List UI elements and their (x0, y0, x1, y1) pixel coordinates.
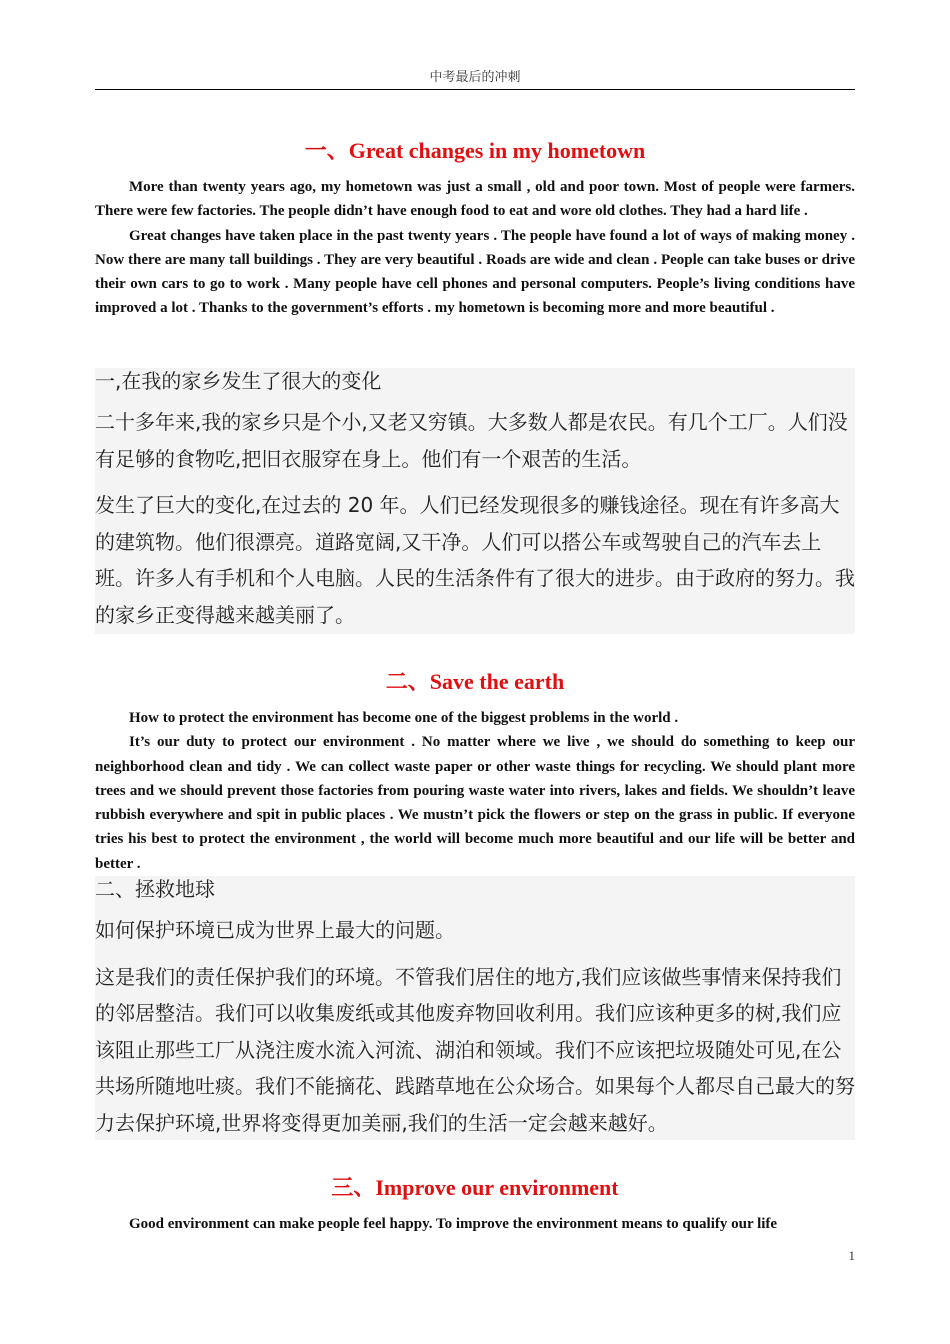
paragraph: Good environment can make people feel happy. To improve the environment means to qualify our life (129, 1216, 778, 1232)
english-text-hometown (95, 175, 855, 321)
chinese-heading: 二、拯救地球 (95, 877, 215, 901)
chinese-translation-save-earth (95, 876, 855, 1140)
page-number: 1 (848, 1248, 855, 1263)
chinese-paragraph: 这是我们的责任保护我们的环境。不管我们居住的地方,我们应该做些事情来保持我们的邻居整洁。我们可以收集废纸或其他废弃物回收利用。我们应该种更多的树,我们应该阻止那些工厂从浇注废水流入河流、湖泊和领域。我们不应该把垃圾随处可见,在公共场所随地吐痰。我们不能摘花、践踏草地在公众场合。如果每个人都尽自己最大的努力去保护环境,世界将变得更加美丽,我们的生活一定会越来越好。 (95, 964, 855, 1135)
section-title-improve-environment: 三、Improve our environment (331, 1175, 619, 1200)
chinese-heading: 一,在我的家乡发生了很大的变化 (95, 369, 382, 393)
chinese-paragraph: 如何保护环境已成为世界上最大的问题。 (95, 918, 455, 942)
paragraph: Great changes have taken place in the past twenty years . The people have found a lot of ways of making money . Now there are many tall buildings . They are very beautiful . Roads are wide and clean . People can take buses or drive their own cars to go to work . Many people have cell phones and personal computers. People’s living conditions have improved a lot . Thanks to the government’s efforts . my hometown is becoming more and more beautiful . (95, 227, 855, 317)
chinese-paragraph: 二十多年来,我的家乡只是个小,又老又穷镇。大多数人都是农民。有几个工厂。人们没有足够的食物吃,把旧衣服穿在身上。他们有一个艰苦的生活。 (95, 410, 848, 471)
section-title-save-earth: 二、Save the earth (385, 669, 565, 694)
paragraph: How to protect the environment has become one of the biggest problems in the world . (129, 710, 679, 726)
paragraph: It’s our duty to protect our environment . No matter where we live , we should do something to keep our neighborhood clean and tidy . We can collect waste paper or other waste things for recycling. We should plant more trees and we should prevent those factories from pouring waste water into rivers, lakes and fields. We shouldn’t leave rubbish everywhere and spit in public places . We mustn’t pick the flowers or step on the grass in public. If everyone tries his best to protect the environment , the world will become much more beautiful and our life will be better and better . (95, 734, 855, 872)
page-header: 中考最后的冲刺 (95, 66, 855, 90)
chinese-paragraph: 发生了巨大的变化,在过去的 20 年。人们已经发现很多的赚钱途径。现在有许多高大的建筑物。他们很漂亮。道路宽阔,又干净。人们可以搭公车或驾驶自己的汽车去上班。许多人有手机和个人电脑。人民的生活条件有了很大的进步。由于政府的努力。我的家乡正变得越来越美丽了。 (95, 493, 855, 627)
paragraph: More than twenty years ago, my hometown was just a small , old and poor town. Most of people were farmers. There were few factories. The people didn’t have enough food to eat and wore old clothes. They had a hard life . (95, 179, 855, 220)
chinese-translation-hometown (95, 368, 855, 634)
section-title-hometown: 一、Great changes in my hometown (304, 138, 646, 163)
english-text-save-earth (95, 706, 855, 876)
english-text-improve-environment (95, 1212, 855, 1236)
